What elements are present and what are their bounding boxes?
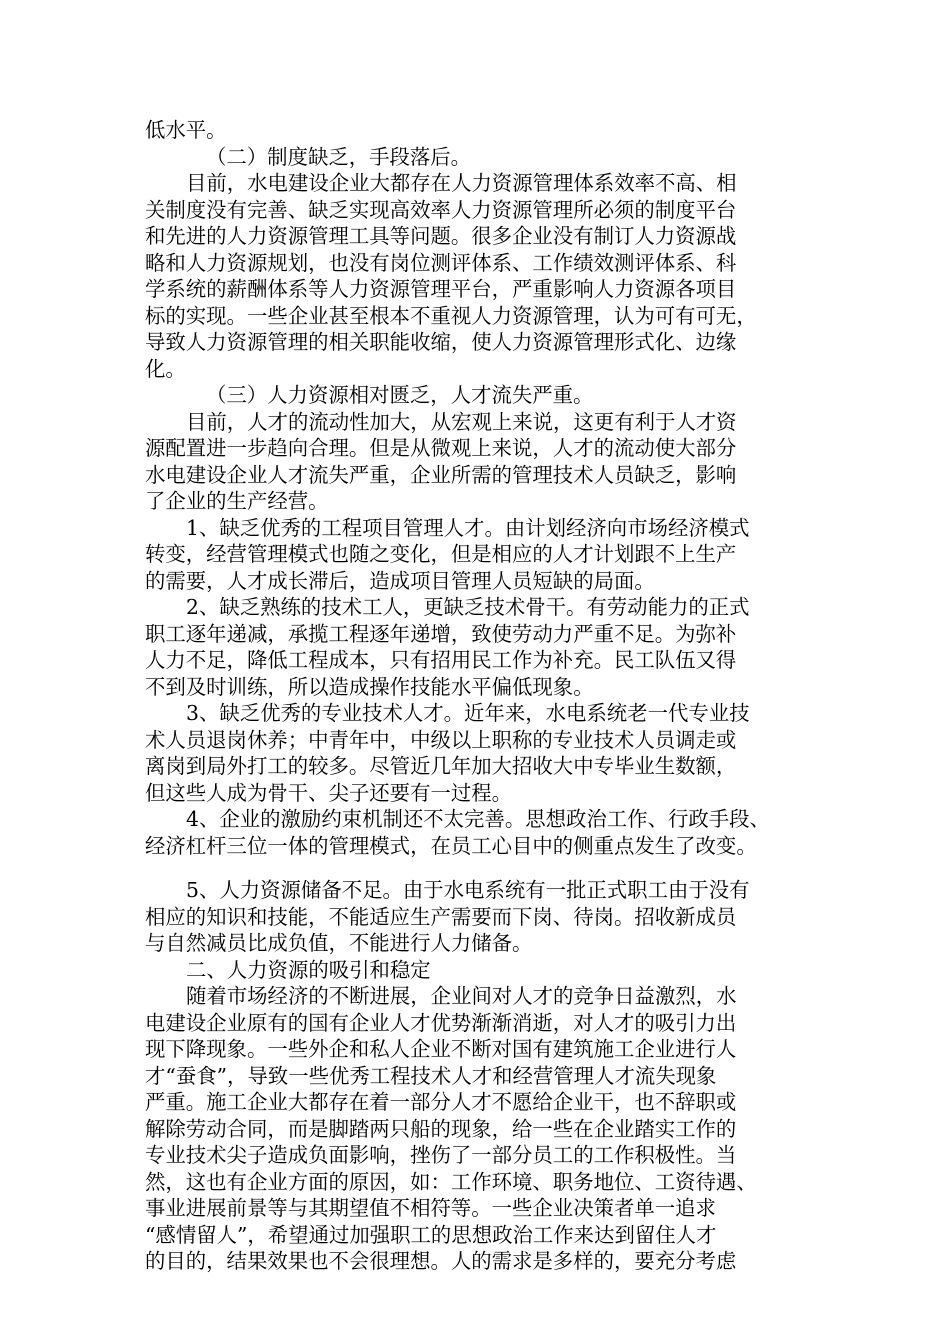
body-text-line: 标的实现。一些企业甚至根本不重视人力资源管理，认为可有可无， <box>145 303 757 328</box>
body-text-line: 略和人力资源规划，也没有岗位测评体系、工作绩效测评体系、科 <box>145 250 737 275</box>
paragraph-first-line: 目前，水电建设企业大都存在人力资源管理体系效率不高、相 <box>186 171 737 195</box>
body-text-line: 低水平。 <box>145 118 227 142</box>
body-text-line: 不到及时训练，所以造成操作技能水平偏低现象。 <box>145 674 594 699</box>
section-heading: （二）制度缺乏，手段落后。 <box>206 144 472 169</box>
body-text-line: 关制度没有完善、缺乏实现高效率人力资源管理所必须的制度平台 <box>145 197 737 222</box>
body-text-line: 学系统的薪酬体系等人力资源管理平台，严重影响人力资源各项目 <box>145 277 737 301</box>
body-text-line: 和先进的人力资源管理工具等问题。很多企业没有制订人力资源战 <box>145 224 737 248</box>
list-item-first-line: 2、缺乏熟练的技术工人，更缺乏技术骨干。有劳动能力的正式 <box>186 595 750 619</box>
list-item-first-line: 4、企业的激励约束机制还不太完善。思想政治工作、行政手段、 <box>186 807 770 831</box>
body-text-line: 事业进展前景等与其期望值不相符等。一些企业决策者单一追求 <box>145 1196 716 1220</box>
list-item-first-line: 5、人力资源储备不足。由于水电系统有一批正式职工由于没有 <box>186 878 750 902</box>
body-text-line: 与自然减员比成负值，不能进行人力储备。 <box>145 931 533 955</box>
paragraph-first-line: 目前，人才的流动性加大，从宏观上来说，这更有利于人才资 <box>186 409 737 434</box>
body-text-line: 人力不足，降低工程成本，只有招用民工作为补充。民工队伍又得 <box>145 648 737 672</box>
section-heading: 二、人力资源的吸引和稳定 <box>186 957 431 982</box>
body-text-line: 术人员退岗休养；中青年中，中级以上职称的专业技术人员调走或 <box>145 727 737 752</box>
body-text-line: 导致人力资源管理的相关职能收缩，使人力资源管理形式化、边缘 <box>145 330 737 354</box>
body-text-line: 然，这也有企业方面的原因，如：工作环境、职务地位、工资待遇、 <box>145 1169 757 1194</box>
body-text-line: 源配置进一步趋向合理。但是从微观上来说，人才的流动使大部分 <box>145 436 737 460</box>
body-text-line: 严重。施工企业大都存在着一部分人才不愿给企业干，也不辞职或 <box>145 1090 737 1114</box>
body-text-line: 化。 <box>145 356 186 381</box>
body-text-line: “感情留人”，希望通过加强职工的思想政治工作来达到留住人才 <box>145 1222 717 1247</box>
body-text-line: 现下降现象。一些外企和私人企业不断对国有建筑施工企业进行人 <box>145 1037 737 1061</box>
body-text-line: 电建设企业原有的国有企业人才优势渐渐消逝，对人才的吸引力出 <box>145 1010 737 1035</box>
body-text-line: 但这些人成为骨干、尖子还要有一过程。 <box>145 780 513 805</box>
body-text-line: 相应的知识和技能，不能适应生产需要而下岗、待岗。招收新成员 <box>145 904 737 929</box>
paragraph-first-line: 随着市场经济的不断进展，企业间对人才的竞争日益激烈，水 <box>186 984 737 1008</box>
body-text-line: 解除劳动合同，而是脚踏两只船的现象，给一些在企业踏实工作的 <box>145 1116 737 1141</box>
body-text-line: 水电建设企业人才流失严重，企业所需的管理技术人员缺乏，影响 <box>145 462 737 487</box>
body-text-line: 专业技术尖子造成负面影响，挫伤了一部分员工的工作积极性。当 <box>145 1143 737 1167</box>
list-item-first-line: 3、缺乏优秀的专业技术人才。近年来，水电系统老一代专业技 <box>186 701 750 725</box>
body-text-line: 才“蚕食”，导致一些优秀工程技术人才和经营管理人才流失现象 <box>145 1063 717 1088</box>
section-heading: （三）人力资源相对匮乏，人才流失严重。 <box>206 383 594 407</box>
body-text-line: 转变，经营管理模式也随之变化，但是相应的人才计划跟不上生产 <box>145 542 737 566</box>
body-text-line: 职工逐年递减，承揽工程逐年递增，致使劳动力严重不足。为弥补 <box>145 621 737 646</box>
body-text-line: 离岗到局外打工的较多。尽管近几年加大招收大中专毕业生数额， <box>145 754 737 778</box>
body-text-line: 的目的，结果效果也不会很理想。人的需求是多样的，要充分考虑 <box>145 1249 737 1273</box>
paragraph-spacer <box>145 859 825 877</box>
body-text-line: 的需要，人才成长滞后，造成项目管理人员短缺的局面。 <box>145 568 655 593</box>
body-text-line: 经济杠杆三位一体的管理模式，在员工心目中的侧重点发生了改变。 <box>145 833 757 858</box>
body-text-line: 了企业的生产经营。 <box>145 489 329 513</box>
document-body <box>145 117 825 1275</box>
list-item-first-line: 1、缺乏优秀的工程项目管理人才。由计划经济向市场经济模式 <box>186 515 750 540</box>
